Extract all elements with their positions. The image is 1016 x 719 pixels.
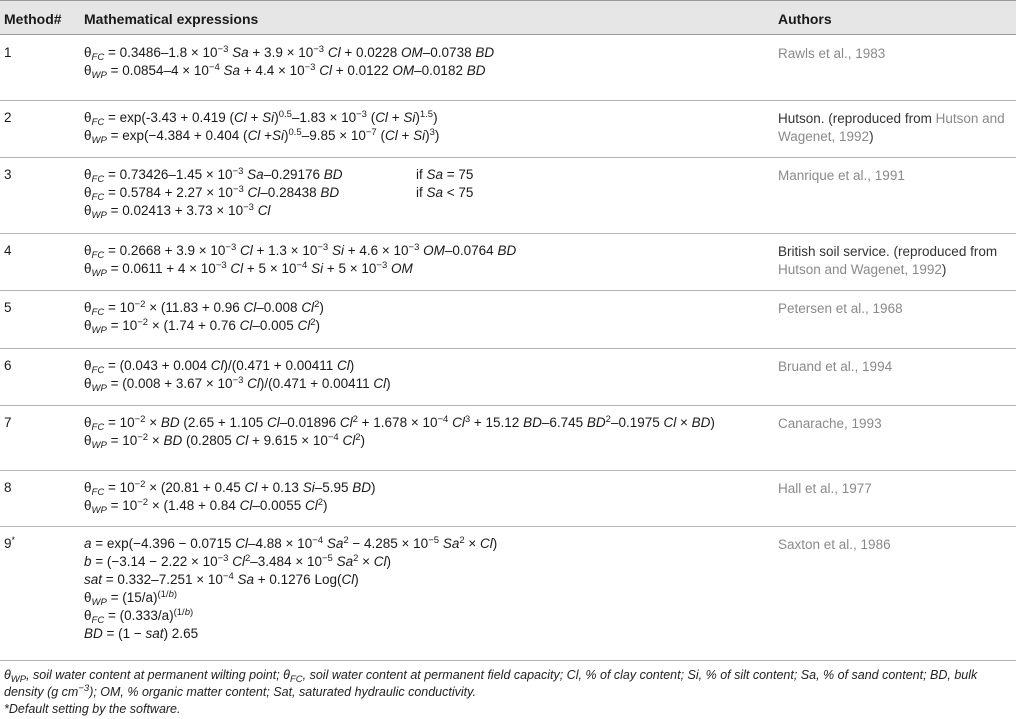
table-row: [0, 526, 1016, 661]
expression-line: $b = (-3.14 - 2.22 \times 10^{-3}$ $Cl^2-3.484 \times 10^{-5}$ $Sa^2 \times Cl$): [84, 553, 392, 569]
expression-cell: [84, 167, 764, 221]
method-number: 5: [4, 300, 12, 315]
expression-line: $\theta_{FC} = \exp(-3.43 + 0.419$ $(Cl + Si)^{0.5}-1.83 \times 10^{-3}$ $(Cl + Si)^{1.5}$): [84, 109, 438, 128]
table-row: [0, 233, 1016, 291]
expression-line: $\theta_{WP} = (15/a)^{(1/b)}$: [84, 589, 178, 608]
expression-line: $\theta_{FC} = 10^{-2}$ × BD (2.65 + 1.105 Cl–0.01896 $Cl^2 + 1.678 \times 10^{-4}$ $Cl^3 + 15.12$ BD–6.745 $BD^2-0.1975$ Cl × BD): [84, 414, 715, 433]
header-expressions: Mathematical expressions: [84, 11, 259, 27]
expression-line: $\theta_{FC} = 0.3486-1.8 \times 10^{-3}$ $Sa + 3.9 \times 10^{-3}$ Cl + 0.0228 OM–0.0738 BD: [84, 44, 495, 63]
table-row: [0, 405, 1016, 471]
authors-cell: [778, 358, 1014, 376]
expression-cell: [84, 45, 764, 81]
expression-line: $\theta_{WP} = (0.008 + 3.67 \times 10^{-3}$ Cl)/(0.471 + 0.00411 Cl): [84, 375, 391, 394]
expression-line: $\theta_{WP} = 10^{-2} \times (1.74 + 0.76$ Cl–0.005 Cl$^2$): [84, 317, 320, 336]
table-row: [0, 470, 1016, 527]
table-row: [0, 100, 1016, 158]
expression-condition: if Sa = 75: [416, 167, 474, 182]
citation-link[interactable]: Bruand et al., 1994: [778, 359, 893, 374]
method-number: 6: [4, 358, 12, 373]
expression-line: $\theta_{WP} = \exp(-4.384 + 0.404$ $(Cl +Si)^{0.5}-9.85 \times 10^{-7}$ $(Cl + Si)^3$): [84, 127, 440, 146]
method-number: 1: [4, 45, 12, 60]
table-row: [0, 157, 1016, 234]
method-number: 2: [4, 110, 12, 125]
expression-line: $\theta_{FC} = 10^{-2} \times (11.83 + 0.96$ Cl–0.008 Cl$^2$): [84, 299, 324, 318]
authors-cell: British soil service. (reproduced from Hutson and Wagenet, 1992): [778, 244, 998, 277]
expression-line: $\theta_{FC} = (0.333/a)^{(1/b)}$: [84, 607, 194, 626]
expression-line: $\theta_{FC} = (0.043 + 0.004$ Cl)/(0.471 + 0.00411 Cl): [84, 358, 355, 376]
header-authors: Authors: [778, 11, 832, 27]
citation-link[interactable]: Rawls et al., 1983: [778, 46, 886, 61]
authors-cell: [778, 480, 1014, 498]
expression-line: a = exp(−4.396 − 0.0715 $Cl-4.88 \times 10^{-4}$ $Sa^2 - 4.285 \times 10^{-5}$ $Sa^2 \times Cl$): [84, 535, 498, 551]
expression-line: $\theta_{WP} = 10^{-2}$ × BD (0.2805 $Cl + 9.615 \times 10^{-4}$ Cl$^2$): [84, 432, 366, 451]
method-number: 9*: [4, 535, 16, 551]
citation-link[interactable]: Saxton et al., 1986: [778, 537, 891, 552]
method-number: 7: [4, 415, 12, 430]
authors-cell: [778, 415, 1014, 433]
method-number: 4: [4, 243, 12, 258]
footnote-default: *Default setting by the software.: [4, 702, 181, 716]
table-row: [0, 290, 1016, 349]
footnote: $\theta_{WP}$, soil water content at permanent wilting point; $\theta_{FC}$, soil water content at permanent field capacity; Cl, % of clay content; Si, % of silt content; Sa, % of sand content; BD, bulk density (g $cm^{-3}$); OM, % organic matter content; Sat, saturated hydraulic conductivity.: [4, 668, 978, 699]
expression-cell: [84, 415, 764, 451]
method-number: 8: [4, 480, 12, 495]
expression-line: $\theta_{WP} = 10^{-2} \times (1.48 + 0.84$ Cl–0.0055 Cl$^2$): [84, 497, 328, 516]
method-number: 3: [4, 167, 12, 182]
expression-cell: [84, 110, 764, 146]
expression-line: $\theta_{FC} = 0.2668 + 3.9 \times 10^{-3}$ $Cl + 1.3 \times 10^{-3}$ $Si + 4.6 \times 10^{-3}$ OM–0.0764 BD: [84, 242, 517, 261]
expression-cell: [84, 358, 764, 394]
expression-line: sat = $0.332-7.251 \times 10^{-4}$ Sa + 0.1276 Log(Cl): [84, 571, 359, 587]
authors-cell: [778, 45, 1014, 63]
expression-line: $\theta_{FC} = 10^{-2} \times (20.81 + 0.45$ Cl + 0.13 Si–5.95 BD): [84, 479, 376, 498]
authors-cell: [778, 536, 1014, 554]
citation-link[interactable]: Canarache, 1993: [778, 416, 882, 431]
expression-line: $\theta_{WP} = 0.0854-4 \times 10^{-4}$ $Sa + 4.4 \times 10^{-3}$ Cl + 0.0122 OM–0.0182 BD: [84, 62, 486, 81]
expression-cell: [84, 536, 764, 644]
table-row: [0, 35, 1016, 101]
table-header: [0, 0, 1016, 35]
citation-link[interactable]: Manrique et al., 1991: [778, 168, 905, 183]
table-row: [0, 348, 1016, 406]
expression-cell: [84, 243, 764, 279]
authors-cell: [778, 300, 1014, 318]
authors-cell: [778, 167, 1014, 185]
expression-line: $\theta_{FC} = 0.5784 + 2.27 \times 10^{-3}$ Cl–0.28438 BD if Sa < 75: [84, 184, 474, 203]
citation-link[interactable]: Hall et al., 1977: [778, 481, 872, 496]
citation-link[interactable]: Hutson and Wagenet, 1992: [778, 111, 1005, 144]
citation-link[interactable]: Hutson and Wagenet, 1992: [778, 262, 942, 277]
expression-line: $\theta_{FC} = 0.73426-1.45 \times 10^{-3}$ Sa–0.29176 BD if Sa = 75: [84, 166, 474, 185]
header-method: Method#: [4, 11, 62, 27]
authors-cell: Hutson. (reproduced from Hutson and Wagenet, 1992): [778, 111, 1005, 144]
expression-cell: [84, 480, 764, 516]
expression-line: $\theta_{WP} = 0.02413 + 3.73 \times 10^{-3}$ Cl: [84, 202, 271, 221]
expression-line: $\theta_{WP} = 0.0611 + 4 \times 10^{-3}$ $Cl + 5 \times 10^{-4}$ $Si + 5 \times 10^{-3}$ OM: [84, 260, 413, 279]
citation-link[interactable]: Petersen et al., 1968: [778, 301, 903, 316]
expression-line: BD = (1 − sat) 2.65: [84, 626, 199, 641]
expression-cell: [84, 300, 764, 336]
expression-condition: if Sa < 75: [416, 185, 474, 200]
